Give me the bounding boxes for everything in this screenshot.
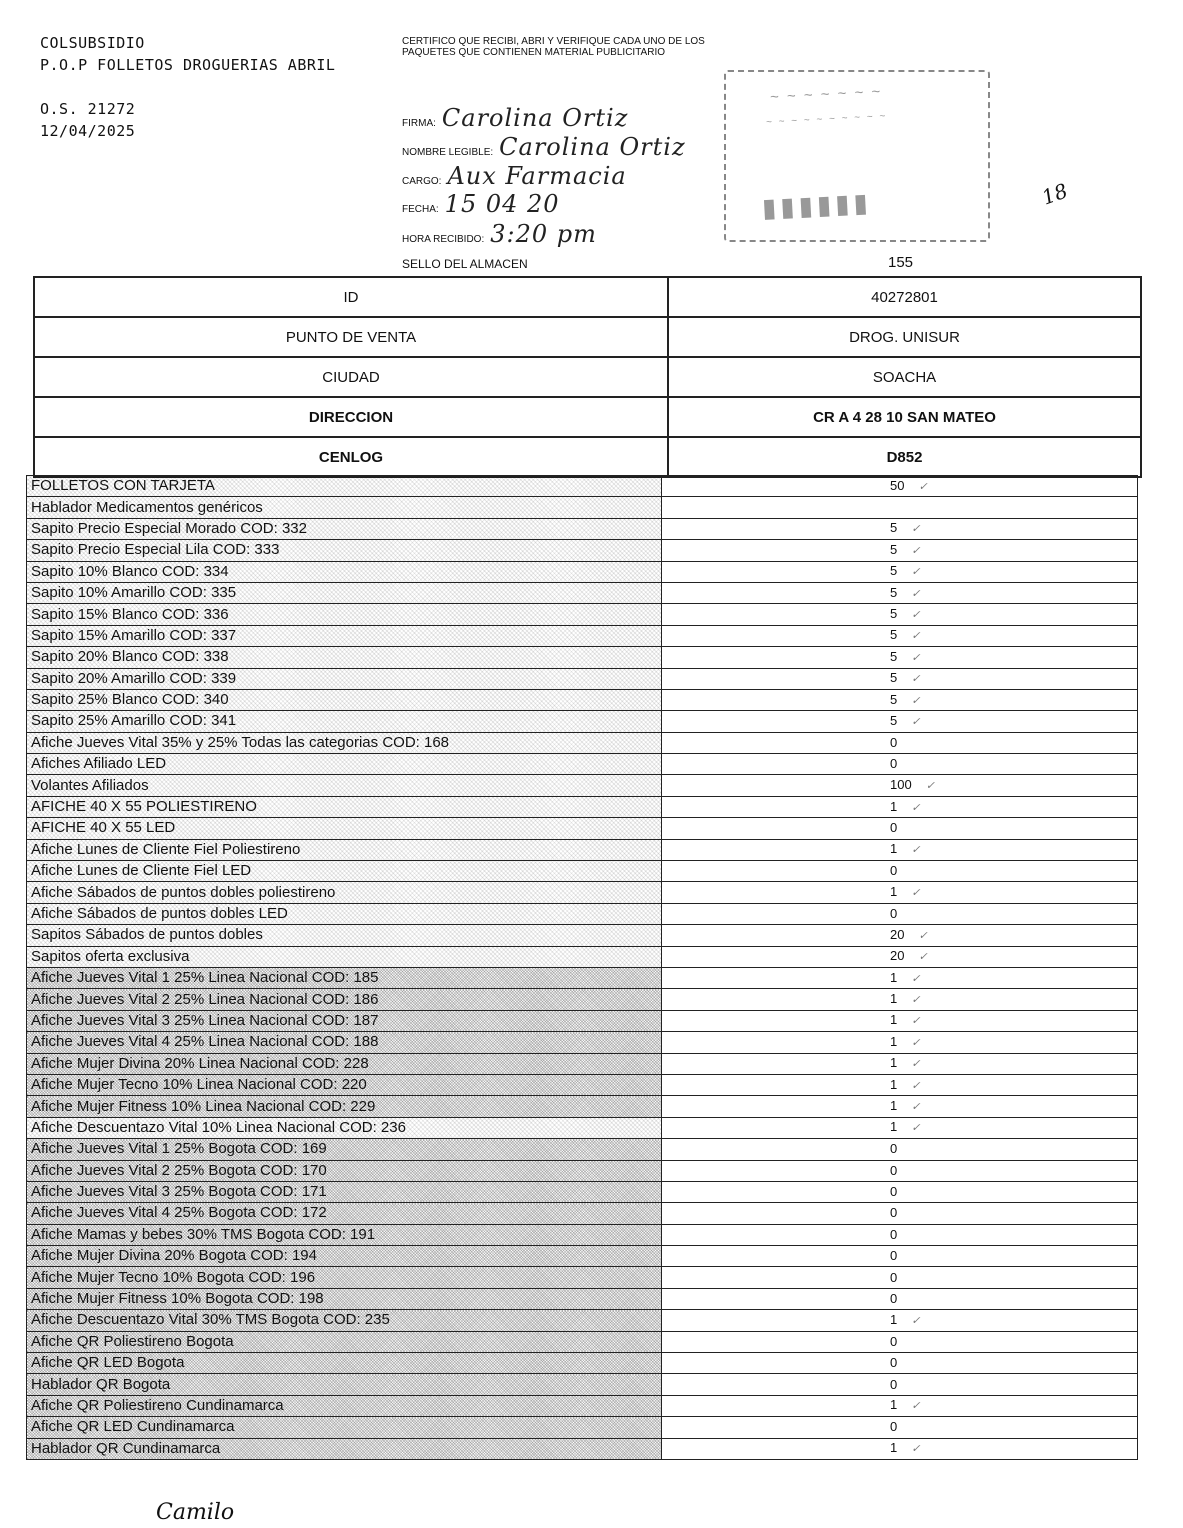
item-name: Afiche Mujer Tecno 10% Bogota COD: 196	[27, 1267, 662, 1288]
table-row	[27, 1438, 1138, 1459]
item-quantity-cell	[662, 625, 1138, 646]
check-mark-icon: ✓	[911, 566, 921, 579]
item-name: Afiche Mujer Fitness 10% Bogota COD: 198	[27, 1288, 662, 1309]
item-quantity-cell	[662, 604, 1138, 625]
check-mark-icon: ✓	[911, 972, 921, 985]
table-row	[27, 1417, 1138, 1438]
item-quantity: 1	[890, 1012, 898, 1028]
item-name: Afiche Lunes de Cliente Fiel LED	[27, 861, 662, 882]
table-row	[27, 582, 1138, 603]
table-row	[27, 711, 1138, 732]
check-mark-icon: ✓	[911, 1036, 921, 1049]
table-row	[27, 497, 1138, 518]
item-quantity-cell	[662, 1010, 1138, 1031]
item-name: Afiche Jueves Vital 35% y 25% Todas las categorias COD: 168	[27, 732, 662, 753]
fecha-label: FECHA:	[402, 204, 439, 215]
item-quantity: 5	[890, 563, 898, 579]
table-row	[27, 1181, 1138, 1202]
check-mark-icon: ✓	[911, 1101, 921, 1114]
item-quantity-cell	[662, 647, 1138, 668]
item-quantity: 1	[890, 1311, 898, 1327]
item-quantity-cell	[662, 1139, 1138, 1160]
item-quantity: 1	[890, 1098, 898, 1114]
table-row	[27, 818, 1138, 839]
item-quantity-cell	[662, 1438, 1138, 1459]
item-name: Hablador QR Cundinamarca	[27, 1438, 662, 1459]
check-mark-icon: ✓	[911, 694, 921, 707]
item-quantity-cell	[662, 1032, 1138, 1053]
table-row	[27, 1117, 1138, 1138]
check-mark-icon: ✓	[911, 544, 921, 557]
table-row	[27, 925, 1138, 946]
item-quantity: 1	[890, 1076, 898, 1092]
table-row	[27, 861, 1138, 882]
item-quantity-cell	[662, 668, 1138, 689]
item-name: Afiche Lunes de Cliente Fiel Poliestireno	[27, 839, 662, 860]
item-name: Afiche Mujer Divina 20% Linea Nacional COD: 228	[27, 1053, 662, 1074]
check-mark-icon: ✓	[911, 1122, 921, 1135]
check-mark-icon: ✓	[911, 801, 921, 814]
fecha-line	[402, 190, 560, 218]
item-quantity: 0	[890, 1333, 898, 1349]
table-row	[27, 1160, 1138, 1181]
item-quantity: 0	[890, 1419, 898, 1435]
check-mark-icon: ✓	[911, 1079, 921, 1092]
item-name: AFICHE 40 X 55 POLIESTIRENO	[27, 796, 662, 817]
item-name: Afiche Descuentazo Vital 30% TMS Bogota COD: 235	[27, 1310, 662, 1331]
item-name: AFICHE 40 X 55 LED	[27, 818, 662, 839]
item-quantity: 0	[890, 1184, 898, 1200]
item-quantity: 100	[890, 777, 912, 793]
item-quantity-cell	[662, 1096, 1138, 1117]
table-row	[27, 796, 1138, 817]
item-quantity: 0	[890, 756, 898, 772]
info-row	[34, 357, 1141, 397]
check-mark-icon: ✓	[911, 630, 921, 643]
item-quantity: 0	[890, 1162, 898, 1178]
check-mark-icon: ✓	[918, 480, 928, 493]
table-row	[27, 1310, 1138, 1331]
table-row	[27, 775, 1138, 796]
item-quantity: 0	[890, 1376, 898, 1392]
item-quantity-cell	[662, 775, 1138, 796]
item-name: Afiche Jueves Vital 2 25% Bogota COD: 170	[27, 1160, 662, 1181]
document-date: 12/04/2025	[40, 122, 136, 140]
item-quantity-cell	[662, 582, 1138, 603]
table-row	[27, 561, 1138, 582]
info-key: CENLOG	[34, 437, 668, 477]
table-row	[27, 903, 1138, 924]
hora-label: HORA RECIBIDO:	[402, 234, 485, 245]
item-name: Sapito 20% Blanco COD: 338	[27, 647, 662, 668]
hora-line	[402, 220, 597, 248]
info-row	[34, 277, 1141, 317]
item-name: Sapitos oferta exclusiva	[27, 946, 662, 967]
item-quantity: 1	[890, 1033, 898, 1049]
info-row	[34, 397, 1141, 437]
check-mark-icon: ✓	[911, 1058, 921, 1071]
table-row	[27, 1074, 1138, 1095]
item-quantity-cell	[662, 1331, 1138, 1352]
item-quantity-cell	[662, 1374, 1138, 1395]
item-name: Afiche Mujer Fitness 10% Linea Nacional COD: 229	[27, 1096, 662, 1117]
item-name: Afiche Descuentazo Vital 10% Linea Nacional COD: 236	[27, 1117, 662, 1138]
item-quantity: 0	[890, 1248, 898, 1264]
item-name: Sapitos Sábados de puntos dobles	[27, 925, 662, 946]
info-row	[34, 437, 1141, 477]
item-name: Afiche Mamas y bebes 30% TMS Bogota COD: 191	[27, 1224, 662, 1245]
document-header	[40, 32, 335, 142]
item-name: Sapito 10% Amarillo COD: 335	[27, 582, 662, 603]
item-name: Sapito 20% Amarillo COD: 339	[27, 668, 662, 689]
table-row	[27, 882, 1138, 903]
info-value: D852	[668, 437, 1141, 477]
item-name: Afiche Jueves Vital 4 25% Linea Nacional COD: 188	[27, 1032, 662, 1053]
check-mark-icon: ✓	[911, 994, 921, 1007]
table-row	[27, 1203, 1138, 1224]
sello-number: 155	[888, 254, 914, 271]
info-value: 40272801	[668, 277, 1141, 317]
certificate-text: CERTIFICO QUE RECIBI, ABRI Y VERIFIQUE CADA UNO DE LOS PAQUETES QUE CONTIENEN MATERIAL PUBLICITARIO	[402, 36, 705, 58]
item-quantity: 0	[890, 1141, 898, 1157]
table-row	[27, 540, 1138, 561]
item-quantity: 5	[890, 712, 898, 728]
table-row	[27, 1032, 1138, 1053]
table-row	[27, 989, 1138, 1010]
check-mark-icon: ✓	[911, 1443, 921, 1456]
item-quantity-cell	[662, 1181, 1138, 1202]
item-quantity-cell	[662, 1246, 1138, 1267]
check-mark-icon: ✓	[911, 715, 921, 728]
items-table	[26, 475, 1138, 1460]
document-subtitle: P.O.P FOLLETOS DROGUERIAS ABRIL	[40, 56, 336, 74]
item-name: Sapito 25% Blanco COD: 340	[27, 689, 662, 710]
check-mark-icon: ✓	[911, 1400, 921, 1413]
item-quantity: 5	[890, 606, 898, 622]
info-value: CR A 4 28 10 SAN MATEO	[668, 397, 1141, 437]
check-mark-icon: ✓	[911, 587, 921, 600]
table-row	[27, 647, 1138, 668]
handwritten-name: Camilo	[156, 1500, 235, 1525]
table-row	[27, 604, 1138, 625]
item-quantity-cell	[662, 1310, 1138, 1331]
item-quantity-cell	[662, 1074, 1138, 1095]
info-value: SOACHA	[668, 357, 1141, 397]
fecha-value: 15 04 20	[444, 190, 560, 218]
item-name: FOLLETOS CON TARJETA	[27, 476, 662, 497]
table-row	[27, 1096, 1138, 1117]
table-row	[27, 839, 1138, 860]
item-quantity: 0	[890, 1226, 898, 1242]
check-mark-icon: ✓	[918, 951, 928, 964]
item-quantity-cell	[662, 1353, 1138, 1374]
item-quantity-cell	[662, 796, 1138, 817]
table-row	[27, 1010, 1138, 1031]
nombre-value: Carolina Ortiz	[499, 133, 686, 161]
item-quantity-cell	[662, 1160, 1138, 1181]
item-quantity-cell	[662, 1053, 1138, 1074]
item-quantity-cell	[662, 518, 1138, 539]
item-quantity-cell	[662, 1288, 1138, 1309]
item-quantity: 20	[890, 948, 905, 964]
item-quantity-cell	[662, 689, 1138, 710]
table-row	[27, 1139, 1138, 1160]
firma-signature: Carolina Ortiz	[441, 104, 629, 132]
table-row	[27, 1053, 1138, 1074]
item-name: Afiche QR Poliestireno Bogota	[27, 1331, 662, 1352]
check-mark-icon: ✓	[911, 844, 921, 857]
table-row	[27, 754, 1138, 775]
item-name: Afiche Jueves Vital 3 25% Bogota COD: 171	[27, 1181, 662, 1202]
nombre-line	[402, 133, 686, 161]
info-row	[34, 317, 1141, 357]
check-mark-icon: ✓	[911, 887, 921, 900]
warehouse-stamp: ~ ~ ~ ~ ~ ~ ~ ~ ~ ~ ~ ~ ~ ~ ~ ~ ~ ▮▮▮▮▮▮	[724, 70, 990, 242]
item-name: Afiche QR Poliestireno Cundinamarca	[27, 1395, 662, 1416]
info-key: ID	[34, 277, 668, 317]
nombre-label: NOMBRE LEGIBLE:	[402, 147, 494, 158]
item-quantity: 5	[890, 627, 898, 643]
item-quantity: 0	[890, 1291, 898, 1307]
store-info-table	[33, 276, 1142, 478]
item-quantity-cell	[662, 989, 1138, 1010]
cargo-label: CARGO:	[402, 176, 442, 187]
item-quantity: 1	[890, 1397, 898, 1413]
item-quantity-cell	[662, 1224, 1138, 1245]
item-name: Sapito 15% Amarillo COD: 337	[27, 625, 662, 646]
item-quantity-cell	[662, 839, 1138, 860]
table-row	[27, 946, 1138, 967]
item-name: Hablador Medicamentos genéricos	[27, 497, 662, 518]
item-name: Afiche Jueves Vital 1 25% Bogota COD: 169	[27, 1139, 662, 1160]
table-row	[27, 1374, 1138, 1395]
item-quantity: 5	[890, 584, 898, 600]
item-quantity: 1	[890, 884, 898, 900]
item-quantity-cell	[662, 497, 1138, 518]
check-mark-icon: ✓	[925, 780, 935, 793]
table-row	[27, 625, 1138, 646]
item-quantity-cell	[662, 711, 1138, 732]
item-quantity: 1	[890, 1119, 898, 1135]
info-key: PUNTO DE VENTA	[34, 317, 668, 357]
item-name: Afiche Sábados de puntos dobles LED	[27, 903, 662, 924]
item-quantity-cell	[662, 1395, 1138, 1416]
item-name: Volantes Afiliados	[27, 775, 662, 796]
item-quantity-cell	[662, 903, 1138, 924]
item-quantity: 0	[890, 863, 898, 879]
firma-line	[402, 104, 628, 132]
item-quantity-cell	[662, 1267, 1138, 1288]
item-name: Afiche Sábados de puntos dobles poliestireno	[27, 882, 662, 903]
item-quantity-cell	[662, 1117, 1138, 1138]
info-key: DIRECCION	[34, 397, 668, 437]
table-row	[27, 689, 1138, 710]
table-row	[27, 668, 1138, 689]
item-name: Afiche QR LED Cundinamarca	[27, 1417, 662, 1438]
table-row	[27, 518, 1138, 539]
item-quantity-cell	[662, 754, 1138, 775]
item-quantity: 20	[890, 926, 905, 942]
item-name: Afiche Jueves Vital 1 25% Linea Nacional COD: 185	[27, 967, 662, 988]
item-quantity-cell	[662, 946, 1138, 967]
item-quantity-cell	[662, 476, 1138, 497]
table-row	[27, 1267, 1138, 1288]
info-key: CIUDAD	[34, 357, 668, 397]
item-name: Afiche Mujer Tecno 10% Linea Nacional COD: 220	[27, 1074, 662, 1095]
item-name: Sapito 25% Amarillo COD: 341	[27, 711, 662, 732]
item-name: Sapito 15% Blanco COD: 336	[27, 604, 662, 625]
item-quantity: 0	[890, 1205, 898, 1221]
item-quantity: 50	[890, 477, 905, 493]
check-mark-icon: ✓	[911, 609, 921, 622]
item-quantity-cell	[662, 861, 1138, 882]
item-quantity-cell	[662, 882, 1138, 903]
item-quantity: 0	[890, 1269, 898, 1285]
item-quantity: 5	[890, 670, 898, 686]
item-quantity-cell	[662, 1203, 1138, 1224]
check-mark-icon: ✓	[918, 929, 928, 942]
table-row	[27, 1246, 1138, 1267]
cargo-line	[402, 162, 627, 190]
table-row	[27, 1288, 1138, 1309]
item-quantity: 0	[890, 906, 898, 921]
item-quantity-cell	[662, 561, 1138, 582]
company-name: COLSUBSIDIO	[40, 34, 145, 52]
item-quantity: 5	[890, 520, 898, 536]
item-quantity-cell	[662, 732, 1138, 753]
item-quantity-cell	[662, 925, 1138, 946]
check-mark-icon: ✓	[911, 1314, 921, 1327]
item-name: Hablador QR Bogota	[27, 1374, 662, 1395]
item-quantity: 1	[890, 969, 898, 985]
item-quantity: 1	[890, 991, 898, 1007]
item-quantity-cell	[662, 818, 1138, 839]
item-quantity: 1	[890, 798, 898, 814]
table-row	[27, 1395, 1138, 1416]
service-order: O.S. 21272	[40, 100, 136, 118]
check-mark-icon: ✓	[911, 673, 921, 686]
table-row	[27, 476, 1138, 497]
item-name: Afiche Mujer Divina 20% Bogota COD: 194	[27, 1246, 662, 1267]
item-name: Sapito Precio Especial Lila COD: 333	[27, 540, 662, 561]
table-row	[27, 1353, 1138, 1374]
item-quantity: 1	[890, 841, 898, 857]
item-name: Afiche Jueves Vital 2 25% Linea Nacional COD: 186	[27, 989, 662, 1010]
item-name: Sapito 10% Blanco COD: 334	[27, 561, 662, 582]
check-mark-icon: ✓	[911, 523, 921, 536]
item-name: Afiche Jueves Vital 4 25% Bogota COD: 172	[27, 1203, 662, 1224]
table-row	[27, 967, 1138, 988]
item-quantity-cell	[662, 540, 1138, 561]
item-name: Sapito Precio Especial Morado COD: 332	[27, 518, 662, 539]
info-value: DROG. UNISUR	[668, 317, 1141, 357]
hora-value: 3:20 pm	[490, 220, 597, 248]
table-row	[27, 1331, 1138, 1352]
table-row	[27, 1224, 1138, 1245]
item-quantity: 0	[890, 820, 898, 836]
item-quantity: 1	[890, 1440, 898, 1456]
item-quantity: 0	[890, 734, 898, 750]
table-row	[27, 732, 1138, 753]
sello-label: SELLO DEL ALMACEN	[402, 257, 528, 271]
check-mark-icon: ✓	[911, 1015, 921, 1028]
item-quantity: 5	[890, 541, 898, 557]
item-name: Afiche Jueves Vital 3 25% Linea Nacional COD: 187	[27, 1010, 662, 1031]
item-quantity-cell	[662, 1417, 1138, 1438]
check-mark-icon: ✓	[911, 651, 921, 664]
cargo-value: Aux Farmacia	[447, 162, 627, 190]
item-name: Afiches Afiliado LED	[27, 754, 662, 775]
item-quantity: 0	[890, 1355, 898, 1371]
item-name: Afiche QR LED Bogota	[27, 1353, 662, 1374]
item-quantity-cell	[662, 967, 1138, 988]
item-quantity: 5	[890, 691, 898, 707]
item-quantity: 1	[890, 1055, 898, 1071]
item-quantity: 5	[890, 648, 898, 664]
firma-label: FIRMA:	[402, 118, 436, 129]
handwritten-mark: 18	[1038, 178, 1071, 210]
